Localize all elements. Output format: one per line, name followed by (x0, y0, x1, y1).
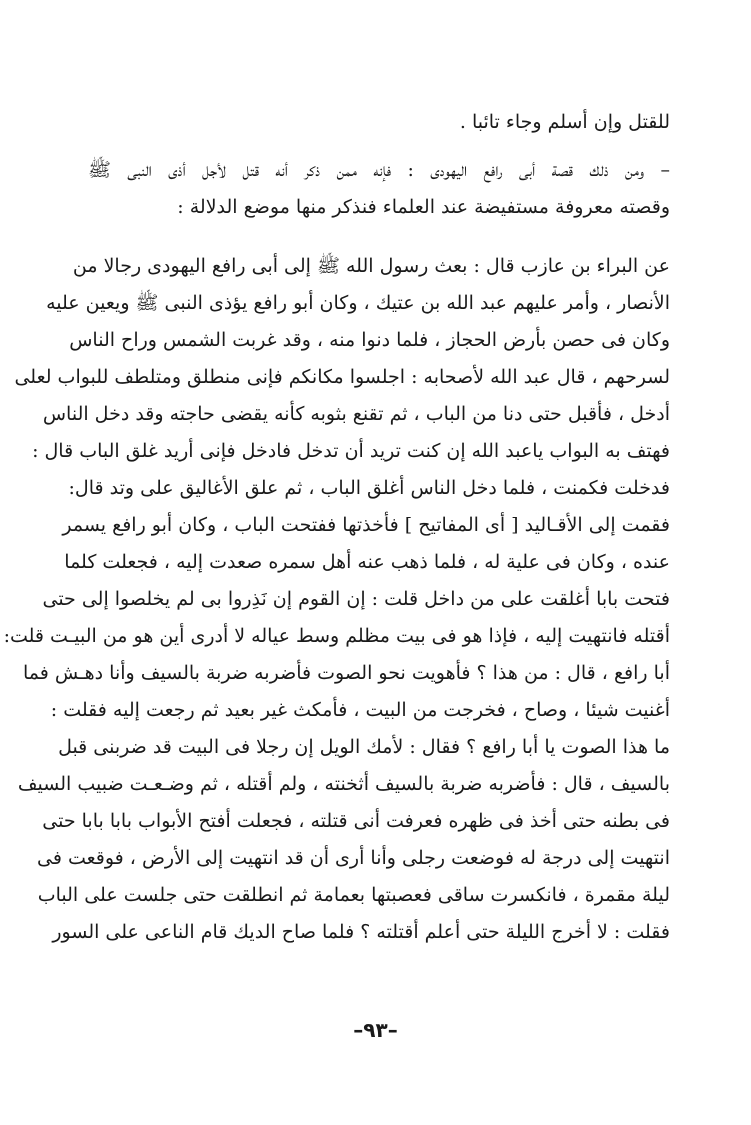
text-line: ليلة مقمرة ، فانكسرت ساقى فعصبتها بعمامة ثم انطلقت حتى جلست على الباب (37, 884, 670, 906)
text-line: للقتل وإن أسلم وجاء تائبا . (459, 111, 670, 133)
text-line: بالسيف ، قال : فأضربه ضربة بالسيف أثخنته ، ولم أقتله ، ثم وضـعـت ضبيب السيف (17, 773, 670, 795)
intro-line-block (88, 104, 670, 141)
text-line: عنده ، وكان فى علية له ، فلما ذهب عنه أهل سمره صعدت إليه ، فجعلت كلما (64, 551, 670, 573)
text-line: انتهيت إلى درجة له فوضعت رجلى وأنا أرى أن قد انتهيت إلى الأرض ، فوقعت فى (36, 847, 670, 869)
paragraph-hadith-narration (3, 248, 670, 951)
text-line: فى بطنه حتى أخذ فى ظهره فعرفت أنى قتلته ، فجعلت أفتح الأبواب بابا بابا حتى (42, 810, 670, 832)
paragraph-abu-rafi-intro (88, 152, 670, 226)
text-line: فدخلت فكمنت ، فلما دخل الناس أغلق الباب ، ثم علق الأغاليق على وتد قال: (68, 477, 670, 499)
text-line: أقتله فانتهيت إليه ، فإذا هو فى بيت مظلم وسط عياله لا أدرى أين هو من البيـت قلت: (3, 625, 670, 647)
text-line: – ومن ذلك قصة أبى رافع اليهودى : فإنه ممن ذكر أنه قتل لأجل أذى النبى ﷺ (88, 159, 670, 181)
text-line: أبا رافع ، قال : من هذا ؟ فأهويت نحو الصوت فأضربه ضربة بالسيف وأنا دهـش فما (22, 662, 670, 684)
text-line: فتحت بابا أغلقت على من داخل قلت : إن القوم إن نَذِروا بى لم يخلصوا إلى حتى (42, 588, 670, 610)
text-line: الأنصار ، وأمر عليهم عبد الله بن عتيك ، وكان أبو رافع يؤذى النبى ﷺ ويعين عليه (46, 292, 670, 314)
text-line: ما هذا الصوت يا أبا رافع ؟ فقال : لأمك الويل إن رجلا فى البيت قد ضربنى قبل (58, 736, 670, 758)
text-line: عن البراء بن عازب قال : بعث رسول الله ﷺ إلى أبى رافع اليهودى رجالا من (72, 255, 670, 277)
text-line: فقلت : لا أخرج الليلة حتى أعلم أقتلته ؟ فلما صاح الديك قام الناعى على السور (52, 921, 670, 943)
text-line: فقمت إلى الأقـاليد [ أى المفاتيح ] فأخذتها ففتحت الباب ، وكان أبو رافع يسمر (62, 514, 670, 536)
page-number: –٩٣– (353, 1018, 398, 1042)
text-line: أدخل ، فأقبل حتى دنا من الباب ، ثم تقنع بثوبه كأنه يقضى حاجته وقد دخل الناس (42, 403, 670, 425)
text-line: وقصته معروفة مستفيضة عند العلماء فنذكر منها موضع الدلالة : (177, 196, 670, 218)
text-line: فهتف به البواب ياعبد الله إن كنت تريد أن تدخل فادخل فإنى أريد غلق الباب قال : (32, 440, 670, 462)
text-line: وكان فى حصن بأرض الحجاز ، فلما دنوا منه ، وقد غربت الشمس وراح الناس (69, 329, 670, 351)
text-line: أغنيت شيئا ، وصاح ، فخرجت من البيت ، فأمكث غير بعيد ثم رجعت إليه فقلت : (50, 699, 670, 721)
text-line: لسرحهم ، قال عبد الله لأصحابه : اجلسوا مكانكم فإنى منطلق ومتلطف للبواب لعلى (14, 366, 670, 388)
